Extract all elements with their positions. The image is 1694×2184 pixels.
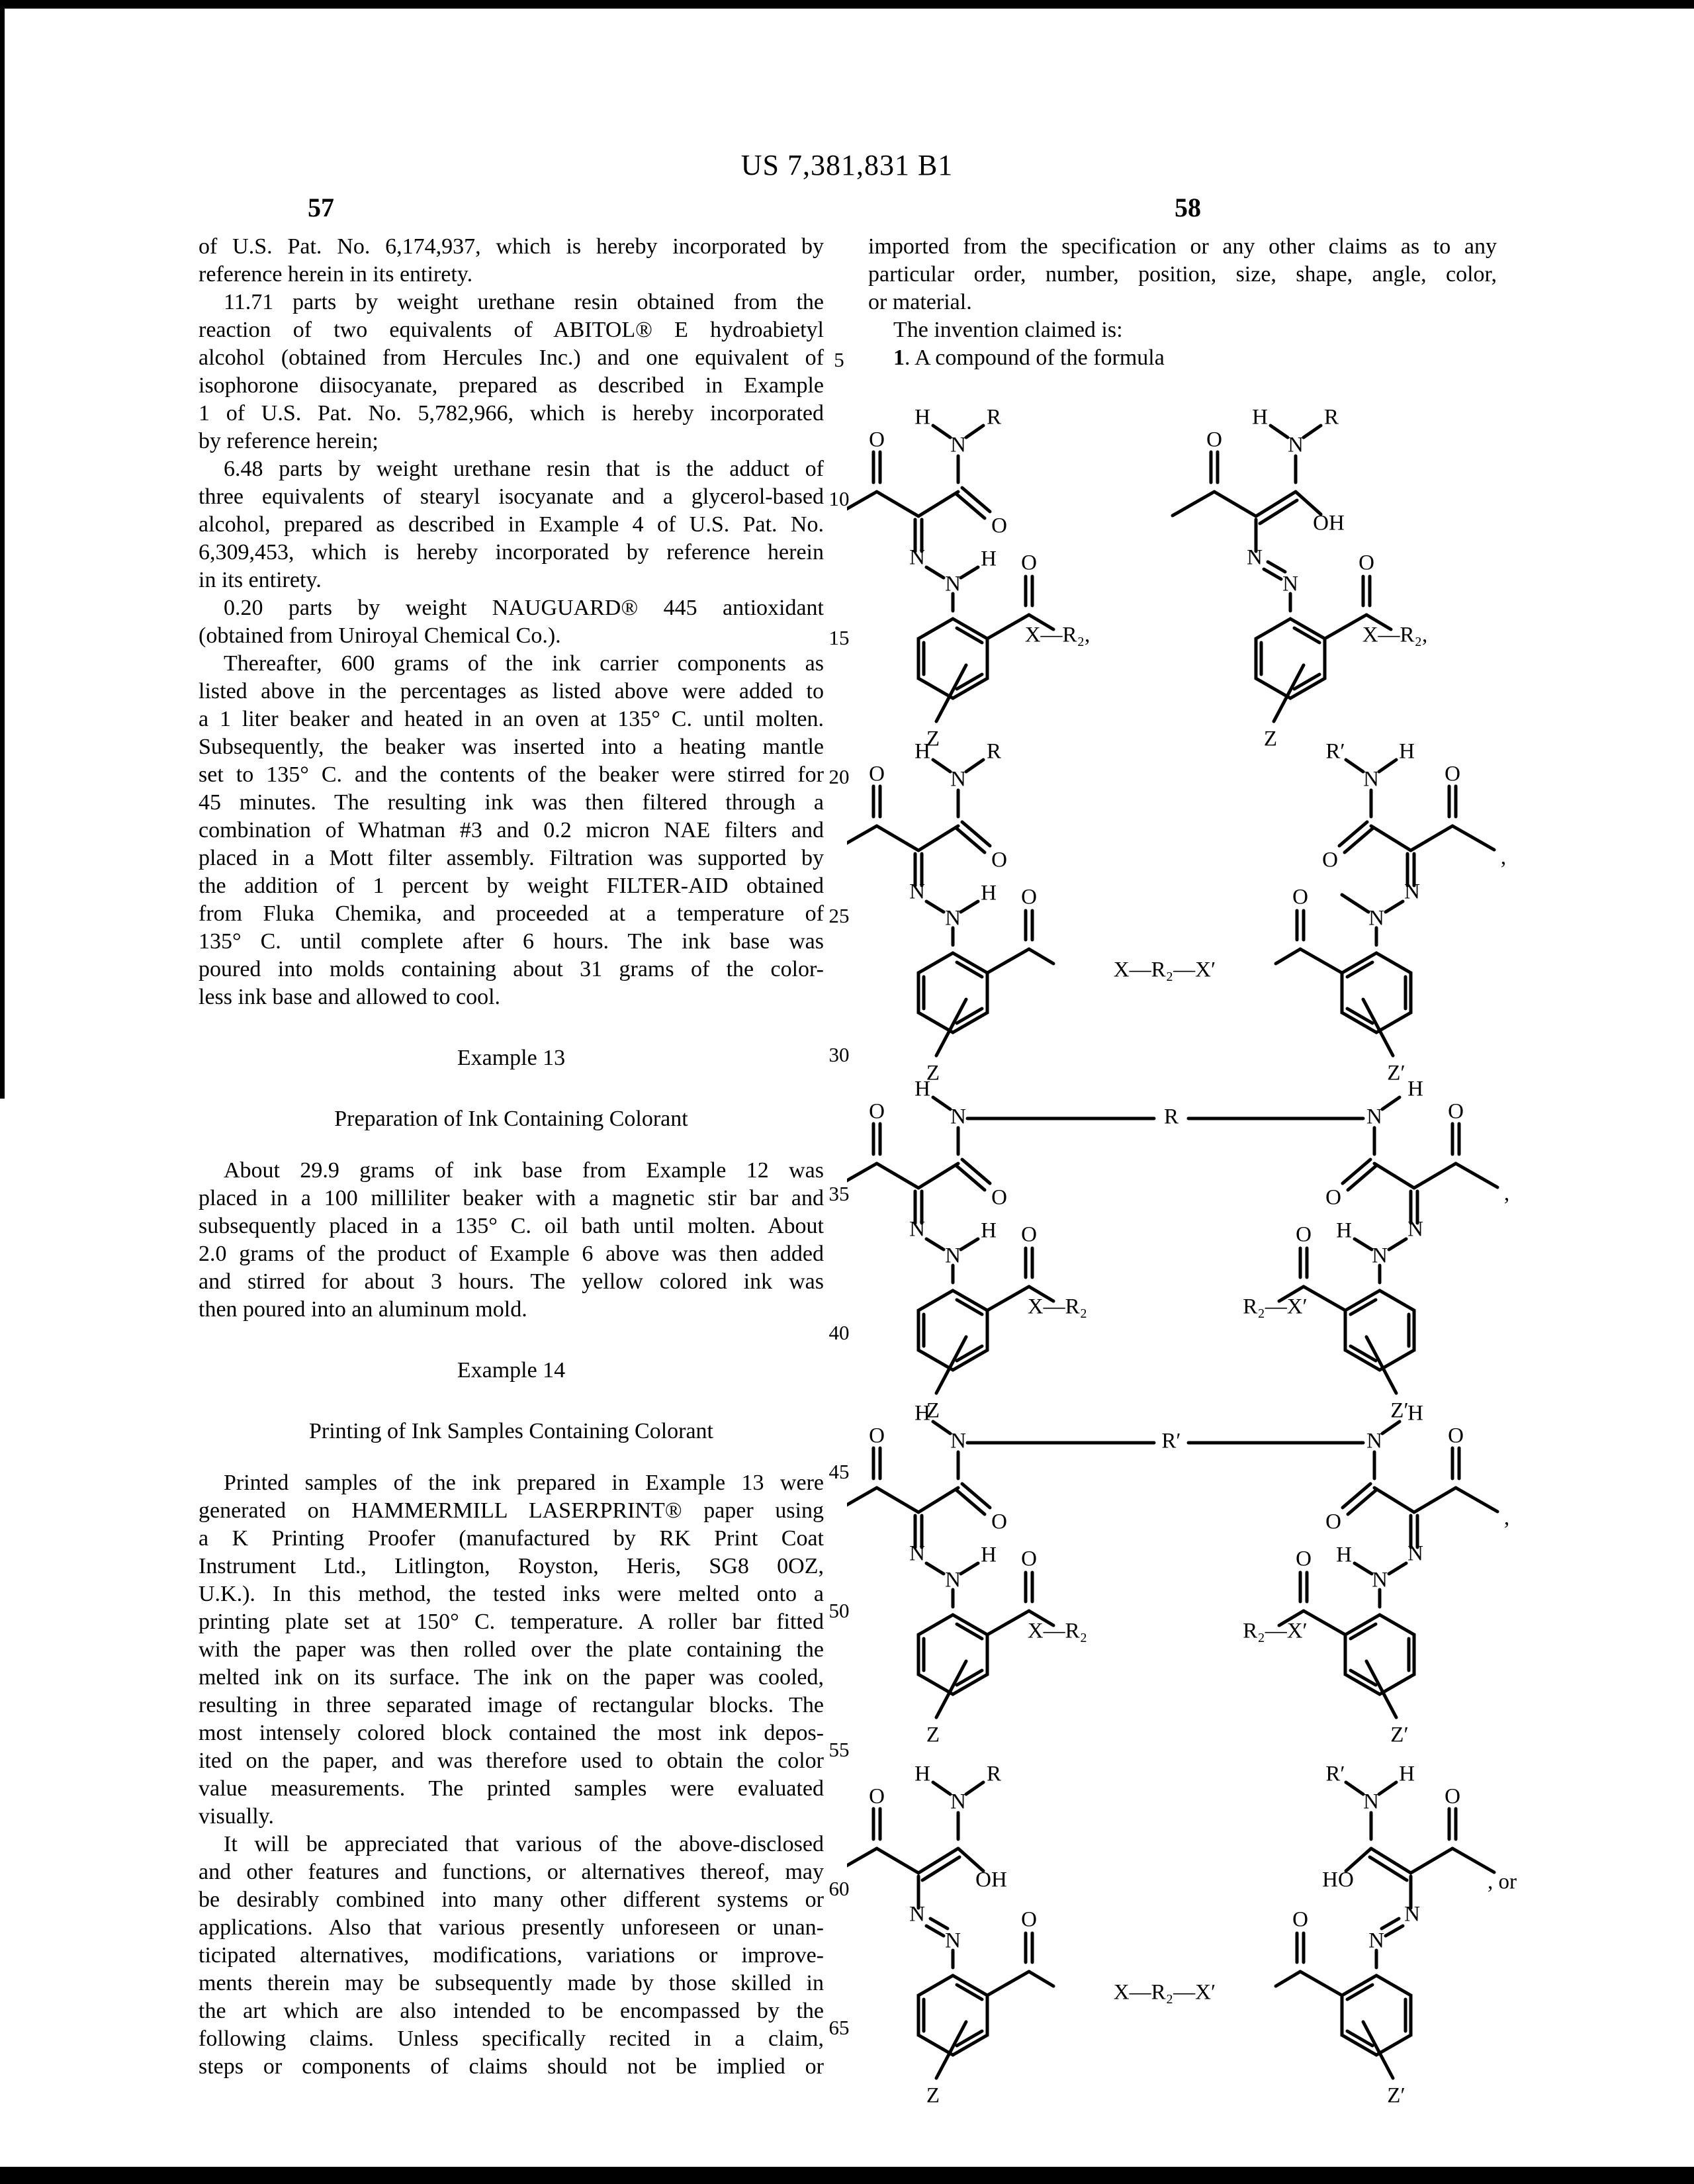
- atom-label: H: [914, 1401, 930, 1426]
- atom-label: N: [1288, 433, 1304, 457]
- text-line: the art which are also intended to be encompassed by the: [199, 1999, 824, 2023]
- column-number-58: 58: [1175, 193, 1201, 222]
- atom-label: H: [1407, 1401, 1423, 1426]
- text-line: 2.0 grams of the product of Example 6 above was then added: [199, 1242, 824, 1266]
- text-line: 6,309,453, which is hereby incorporated by reference herein: [199, 540, 824, 565]
- atom-label: N: [950, 433, 966, 457]
- text-line: 6.48 parts by weight urethane resin that is the adduct of: [224, 457, 824, 481]
- text-line: of U.S. Pat. No. 6,174,937, which is hereby incorporated by: [199, 234, 824, 259]
- text-line: listed above in the percentages as listed above were added to: [199, 679, 824, 704]
- atom-label: Z′: [1387, 1061, 1405, 1085]
- text-line: About 29.9 grams of ink base from Example 12 was: [224, 1158, 824, 1183]
- atom-label: N: [1368, 906, 1384, 931]
- text-line: 135° C. until complete after 6 hours. The ink base was: [199, 929, 824, 954]
- text-line: ments therein may be subsequently made by those skilled in: [199, 1971, 824, 1995]
- patent-number-header: US 7,381,831 B1: [740, 149, 954, 181]
- text-line: particular order, number, position, size, shape, angle, color,: [868, 262, 1497, 287]
- atom-label: R: [986, 739, 1002, 764]
- atom-label: R′: [1325, 1762, 1345, 1786]
- atom-label: O: [991, 514, 1007, 538]
- atom-label: O: [1448, 1099, 1464, 1124]
- atom-label: N: [950, 767, 966, 792]
- text-line: placed in a Mott filter assembly. Filtration was supported by: [199, 846, 824, 870]
- atom-label: H: [981, 547, 997, 571]
- atom-label: N: [1363, 767, 1379, 792]
- text-line: ticipated alternatives, modifications, variations or improve-: [199, 1943, 824, 1968]
- text-line: printing plate set at 150° C. temperature. A roller bar fitted: [199, 1610, 824, 1634]
- text-line: applications. Also that various presently unforeseen or unan-: [199, 1915, 824, 1940]
- text-line: steps or components of claims should not be implied or: [199, 2054, 824, 2079]
- text-line: 45 minutes. The resulting ink was then filtered through a: [199, 790, 824, 815]
- text-line: generated on HAMMERMILL LASERPRINT® paper using: [199, 1498, 824, 1523]
- atom-label: H: [981, 1218, 997, 1243]
- text-line: value measurements. The printed samples were evaluated: [199, 1776, 824, 1801]
- atom-label: O: [869, 1424, 885, 1448]
- atom-label: N: [945, 1568, 961, 1592]
- column-line-number: 15: [828, 626, 850, 649]
- section-heading: Example 14: [457, 1358, 566, 1383]
- text-line: from Fluka Chemika, and proceeded at a temperature of: [199, 901, 824, 926]
- text-line: and stirred for about 3 hours. The yellow colored ink was: [199, 1269, 824, 1294]
- column-line-number: 40: [828, 1321, 850, 1344]
- atom-label: N: [909, 880, 925, 904]
- atom-label: R₂—X′: [1243, 1295, 1308, 1319]
- atom-label: N: [1368, 1929, 1384, 1953]
- atom-label: O: [869, 762, 885, 786]
- structure-r-bridged-right-half: [1279, 1097, 1497, 1393]
- atom-label: R₂—X′: [1243, 1619, 1308, 1643]
- text-line: 1 of U.S. Pat. No. 5,782,966, which is hereby incorporated: [199, 401, 824, 426]
- column-line-number: 50: [828, 1599, 850, 1622]
- atom-label: N: [1366, 1105, 1382, 1129]
- atom-label: O: [1325, 1510, 1341, 1534]
- atom-label: X—R₂,: [1024, 623, 1091, 647]
- section-heading: Preparation of Ink Containing Colorant: [334, 1107, 688, 1131]
- atom-label: R′: [1161, 1429, 1181, 1453]
- atom-label: HO: [1322, 1868, 1354, 1892]
- atom-label: Z′: [1390, 1723, 1409, 1747]
- atom-label: OH: [1313, 511, 1345, 535]
- atom-label: N: [909, 545, 925, 570]
- atom-label: X—R₂,: [1362, 623, 1428, 647]
- claim-number: 1: [893, 345, 905, 370]
- column-line-number: 45: [828, 1460, 850, 1483]
- atom-label: Z: [926, 1398, 940, 1423]
- column-line-number: 35: [828, 1182, 850, 1205]
- atom-label: H: [914, 739, 930, 764]
- atom-label: R′: [1325, 739, 1345, 764]
- text-line: It will be appreciated that various of the above-disclosed: [224, 1832, 824, 1856]
- column-line-number: 20: [828, 765, 850, 788]
- section-heading: Printing of Ink Samples Containing Colorant: [308, 1419, 714, 1443]
- atom-label: H: [1336, 1218, 1352, 1243]
- text-line: Printed samples of the ink prepared in Example 13 were: [224, 1471, 824, 1495]
- atom-label: O: [1296, 1222, 1312, 1247]
- column-line-number: 30: [828, 1043, 850, 1066]
- atom-label: O: [1292, 885, 1308, 909]
- atom-label: O: [1021, 885, 1037, 909]
- column-line-number: 25: [828, 904, 850, 927]
- atom-label: O: [1359, 551, 1374, 575]
- atom-label: H: [981, 881, 997, 905]
- atom-label: H: [1407, 1077, 1423, 1101]
- atom-label: N: [1372, 1568, 1388, 1592]
- text-line: placed in a 100 milliliter beaker with a magnetic stir bar and: [199, 1186, 824, 1210]
- text-line: combination of Whatman #3 and 0.2 micron NAE filters and: [199, 818, 824, 842]
- text-line: alcohol (obtained from Hercules Inc.) and one equivalent of: [199, 345, 824, 370]
- atom-label: R: [986, 1762, 1002, 1786]
- text-line: less ink base and allowed to cool.: [199, 985, 501, 1009]
- atom-label: O: [1292, 1907, 1308, 1932]
- atom-label: R: [1163, 1105, 1179, 1129]
- structure-bis-enol-right-half: [1276, 1782, 1494, 2078]
- atom-label: Z: [926, 1723, 940, 1747]
- atom-label: Z′: [1387, 2083, 1405, 2108]
- atom-label: N: [909, 1217, 925, 1242]
- atom-label: N: [1404, 880, 1420, 904]
- atom-label: N: [945, 1244, 961, 1268]
- atom-label: N: [1282, 572, 1298, 596]
- atom-label: H: [1336, 1543, 1352, 1567]
- atom-label: H: [1399, 1762, 1415, 1786]
- text-line: alcohol, prepared as described in Example 4 of U.S. Pat. No.: [199, 512, 824, 537]
- text-line: the addition of 1 percent by weight FILTER-AID obtained: [199, 874, 824, 898]
- atom-label: O: [869, 1784, 885, 1809]
- structure-rprime-bridged-right-half: [1279, 1422, 1497, 1717]
- text-line: The invention claimed is:: [893, 318, 1123, 342]
- claim-formula-structures: [847, 371, 1548, 2144]
- bridge-bonds: [967, 1118, 1363, 1443]
- atom-label: O: [1445, 1784, 1460, 1809]
- text-line: by reference herein;: [199, 429, 379, 453]
- text-line: 0.20 parts by weight NAUGUARD® 445 antioxidant: [224, 596, 824, 620]
- text-line: visually.: [199, 1804, 274, 1829]
- text-line: with the paper was then rolled over the plate containing the: [199, 1637, 824, 1662]
- column-line-number: 10: [828, 487, 850, 510]
- text-line: and other features and functions, or alternatives thereof, may: [199, 1860, 824, 1884]
- atom-label: H: [1399, 739, 1415, 764]
- atom-label: N: [1407, 1217, 1423, 1242]
- text-line: set to 135° C. and the contents of the beaker were stirred for: [199, 762, 824, 787]
- text-line: reaction of two equivalents of ABITOL® E hydroabietyl: [199, 318, 824, 342]
- atom-label: N: [1366, 1429, 1382, 1453]
- atom-label: Z: [1263, 727, 1278, 751]
- text-line: a 1 liter beaker and heated in an oven at 135° C. until molten.: [199, 707, 824, 731]
- atom-label: ,: [1503, 1181, 1510, 1206]
- atom-label: X—R₂—X′: [1113, 1980, 1216, 2005]
- text-line: or material.: [868, 290, 972, 314]
- atom-label: O: [991, 848, 1007, 872]
- atom-label: N: [1363, 1790, 1379, 1814]
- atom-label: O: [1021, 551, 1037, 575]
- atom-label: N: [1247, 545, 1263, 570]
- atom-label: N: [1404, 1902, 1420, 1927]
- left-column-text: [199, 233, 824, 2081]
- text-line: a K Printing Proofer (manufactured by RK Print Coat: [199, 1526, 824, 1551]
- atom-label: N: [945, 572, 961, 596]
- text-line: 11.71 parts by weight urethane resin obtained from the: [224, 290, 824, 314]
- text-line: most intensely colored block contained the most ink depos-: [199, 1721, 824, 1745]
- column-line-number: 60: [828, 1877, 850, 1900]
- atom-label: ,: [1500, 845, 1507, 870]
- atom-label: R: [986, 405, 1002, 430]
- atom-label: N: [945, 1929, 961, 1953]
- atom-label: X—R₂: [1027, 1619, 1088, 1643]
- atom-label: N: [950, 1105, 966, 1129]
- atom-label: OH: [975, 1868, 1007, 1892]
- column-line-number: 55: [828, 1738, 850, 1761]
- atom-label: N: [950, 1790, 966, 1814]
- atom-label: O: [1206, 428, 1222, 452]
- text-line: then poured into an aluminum mold.: [199, 1297, 527, 1322]
- text-line: in its entirety.: [199, 568, 322, 592]
- section-heading: Example 13: [457, 1046, 566, 1070]
- atom-label: O: [1325, 1185, 1341, 1210]
- text-line: isophorone diisocyanate, prepared as described in Example: [199, 373, 824, 398]
- atom-label: O: [1296, 1547, 1312, 1571]
- text-line: reference herein in its entirety.: [199, 262, 473, 287]
- atom-label: O: [1021, 1547, 1037, 1571]
- atom-label: Z′: [1390, 1398, 1409, 1423]
- atom-label: O: [869, 428, 885, 452]
- text-line: poured into molds containing about 31 grams of the color-: [199, 957, 824, 981]
- atom-label: H: [1252, 405, 1268, 430]
- text-line: three equivalents of stearyl isocyanate and a glycerol-based: [199, 484, 824, 509]
- atom-label: O: [991, 1185, 1007, 1210]
- atom-label: Z: [926, 2083, 940, 2108]
- atom-label: N: [1407, 1541, 1423, 1566]
- atom-label: N: [950, 1429, 966, 1453]
- atom-label: Z: [926, 1061, 940, 1085]
- text-line: imported from the specification or any other claims as to any: [868, 234, 1497, 259]
- text-line: following claims. Unless specifically recited in a claim,: [199, 2026, 824, 2051]
- text-line: resulting in three separated image of rectangular blocks. The: [199, 1693, 824, 1717]
- atom-label: N: [945, 906, 961, 931]
- text-line: Thereafter, 600 grams of the ink carrier components as: [224, 651, 824, 676]
- structure-bis-right-half: [1276, 760, 1494, 1056]
- atom-label: H: [914, 405, 930, 430]
- atom-label: O: [1021, 1222, 1037, 1247]
- atom-label: O: [1021, 1907, 1037, 1932]
- text-line: Subsequently, the beaker was inserted into a heating mantle: [199, 735, 824, 759]
- atom-label: N: [1372, 1244, 1388, 1268]
- text-line: U.K.). In this method, the tested inks were melted onto a: [199, 1582, 824, 1606]
- atom-label: , or: [1488, 1870, 1517, 1894]
- text-line: ited on the paper, and was therefore used to obtain the color: [199, 1749, 824, 1773]
- atom-label: N: [909, 1541, 925, 1566]
- atom-label: O: [869, 1099, 885, 1124]
- atom-label: O: [991, 1510, 1007, 1534]
- atom-label: H: [914, 1762, 930, 1786]
- atom-label: O: [1322, 848, 1338, 872]
- text-line: (obtained from Uniroyal Chemical Co.).: [199, 623, 561, 648]
- right-column-text: [868, 233, 1497, 372]
- atom-label: X—R₂: [1027, 1295, 1088, 1319]
- text-line: be desirably combined into many other different systems or: [199, 1888, 824, 1912]
- atom-label: ,: [1503, 1506, 1510, 1530]
- atom-label: Z: [926, 727, 940, 751]
- atom-label: R: [1323, 405, 1339, 430]
- atom-label: O: [1445, 762, 1460, 786]
- atom-label: N: [909, 1902, 925, 1927]
- text-line: melted ink on its surface. The ink on the paper was cooled,: [199, 1665, 824, 1690]
- column-line-number: 5: [834, 348, 844, 371]
- atom-label: H: [981, 1543, 997, 1567]
- text-line: subsequently placed in a 135° C. oil bath until molten. About: [199, 1214, 824, 1238]
- column-number-57: 57: [308, 193, 334, 222]
- text-line: Instrument Ltd., Litlington, Royston, Heris, SG8 0OZ,: [199, 1554, 824, 1578]
- column-line-number: 65: [828, 2016, 850, 2039]
- claim-line: 1. A compound of the formula: [893, 345, 1165, 370]
- atom-label: H: [914, 1077, 930, 1101]
- atom-label: O: [1448, 1424, 1464, 1448]
- atom-label: X—R₂—X′: [1113, 958, 1216, 982]
